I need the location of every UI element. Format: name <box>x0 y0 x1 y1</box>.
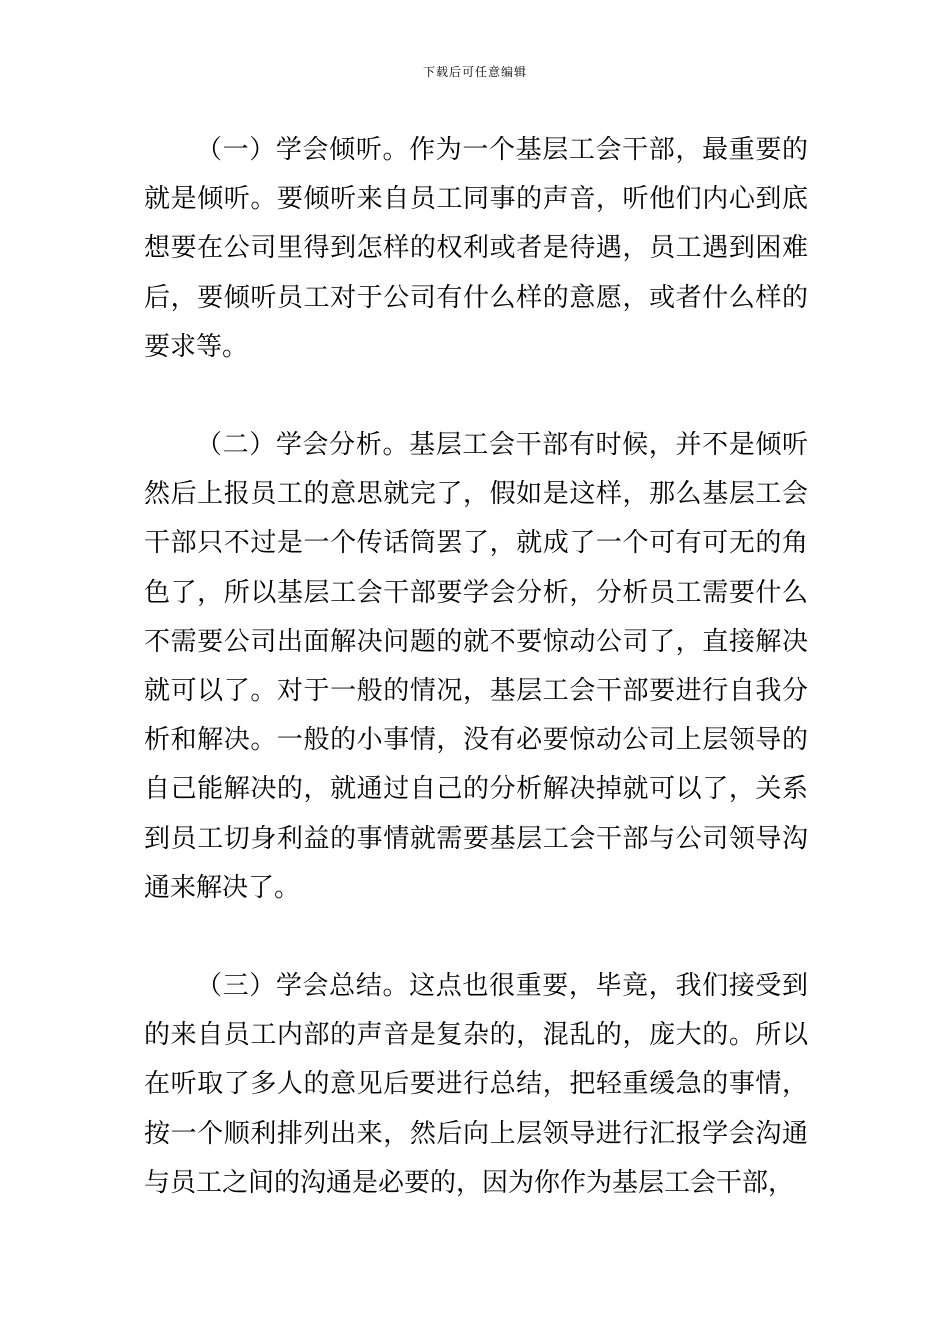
document-body <box>144 126 808 1208</box>
paragraph-analysis: （二）学会分析。基层工会干部有时候，并不是倾听然后上报员工的意思就完了，假如是这样，那么基层工会干部只不过是一个传话筒罢了，就成了一个可有可无的角色了，所以基层工会干部要学会分析，分析员工需要什么不需要公司出面解决问题的就不要惊动公司了，直接解决就可以了。对于一般的情况，基层工会干部要进行自我分析和解决。一般的小事情，没有必要惊动公司上层领导的自己能解决的，就通过自己的分析解决掉就可以了，关系到员工切身利益的事情就需要基层工会干部与公司领导沟通来解决了。 <box>144 430 808 903</box>
page-header: 下载后可任意编辑 <box>422 65 527 79</box>
paragraph-listening: （一）学会倾听。作为一个基层工会干部，最重要的就是倾听。要倾听来自员工同事的声音，听他们内心到底想要在公司里得到怎样的权利或者是待遇，员工遇到困难后，要倾听员工对于公司有什么样的意愿，或者什么样的要求等。 <box>144 135 808 362</box>
paragraph-summary: （三）学会总结。这点也很重要，毕竟，我们接受到的来自员工内部的声音是复杂的，混乱的，庞大的。所以在听取了多人的意见后要进行总结，把轻重缓急的事情，按一个顺利排列出来，然后向上层领导进行汇报学会沟通与员工之间的沟通是必要的，因为你作为基层工会干部， <box>144 971 808 1198</box>
